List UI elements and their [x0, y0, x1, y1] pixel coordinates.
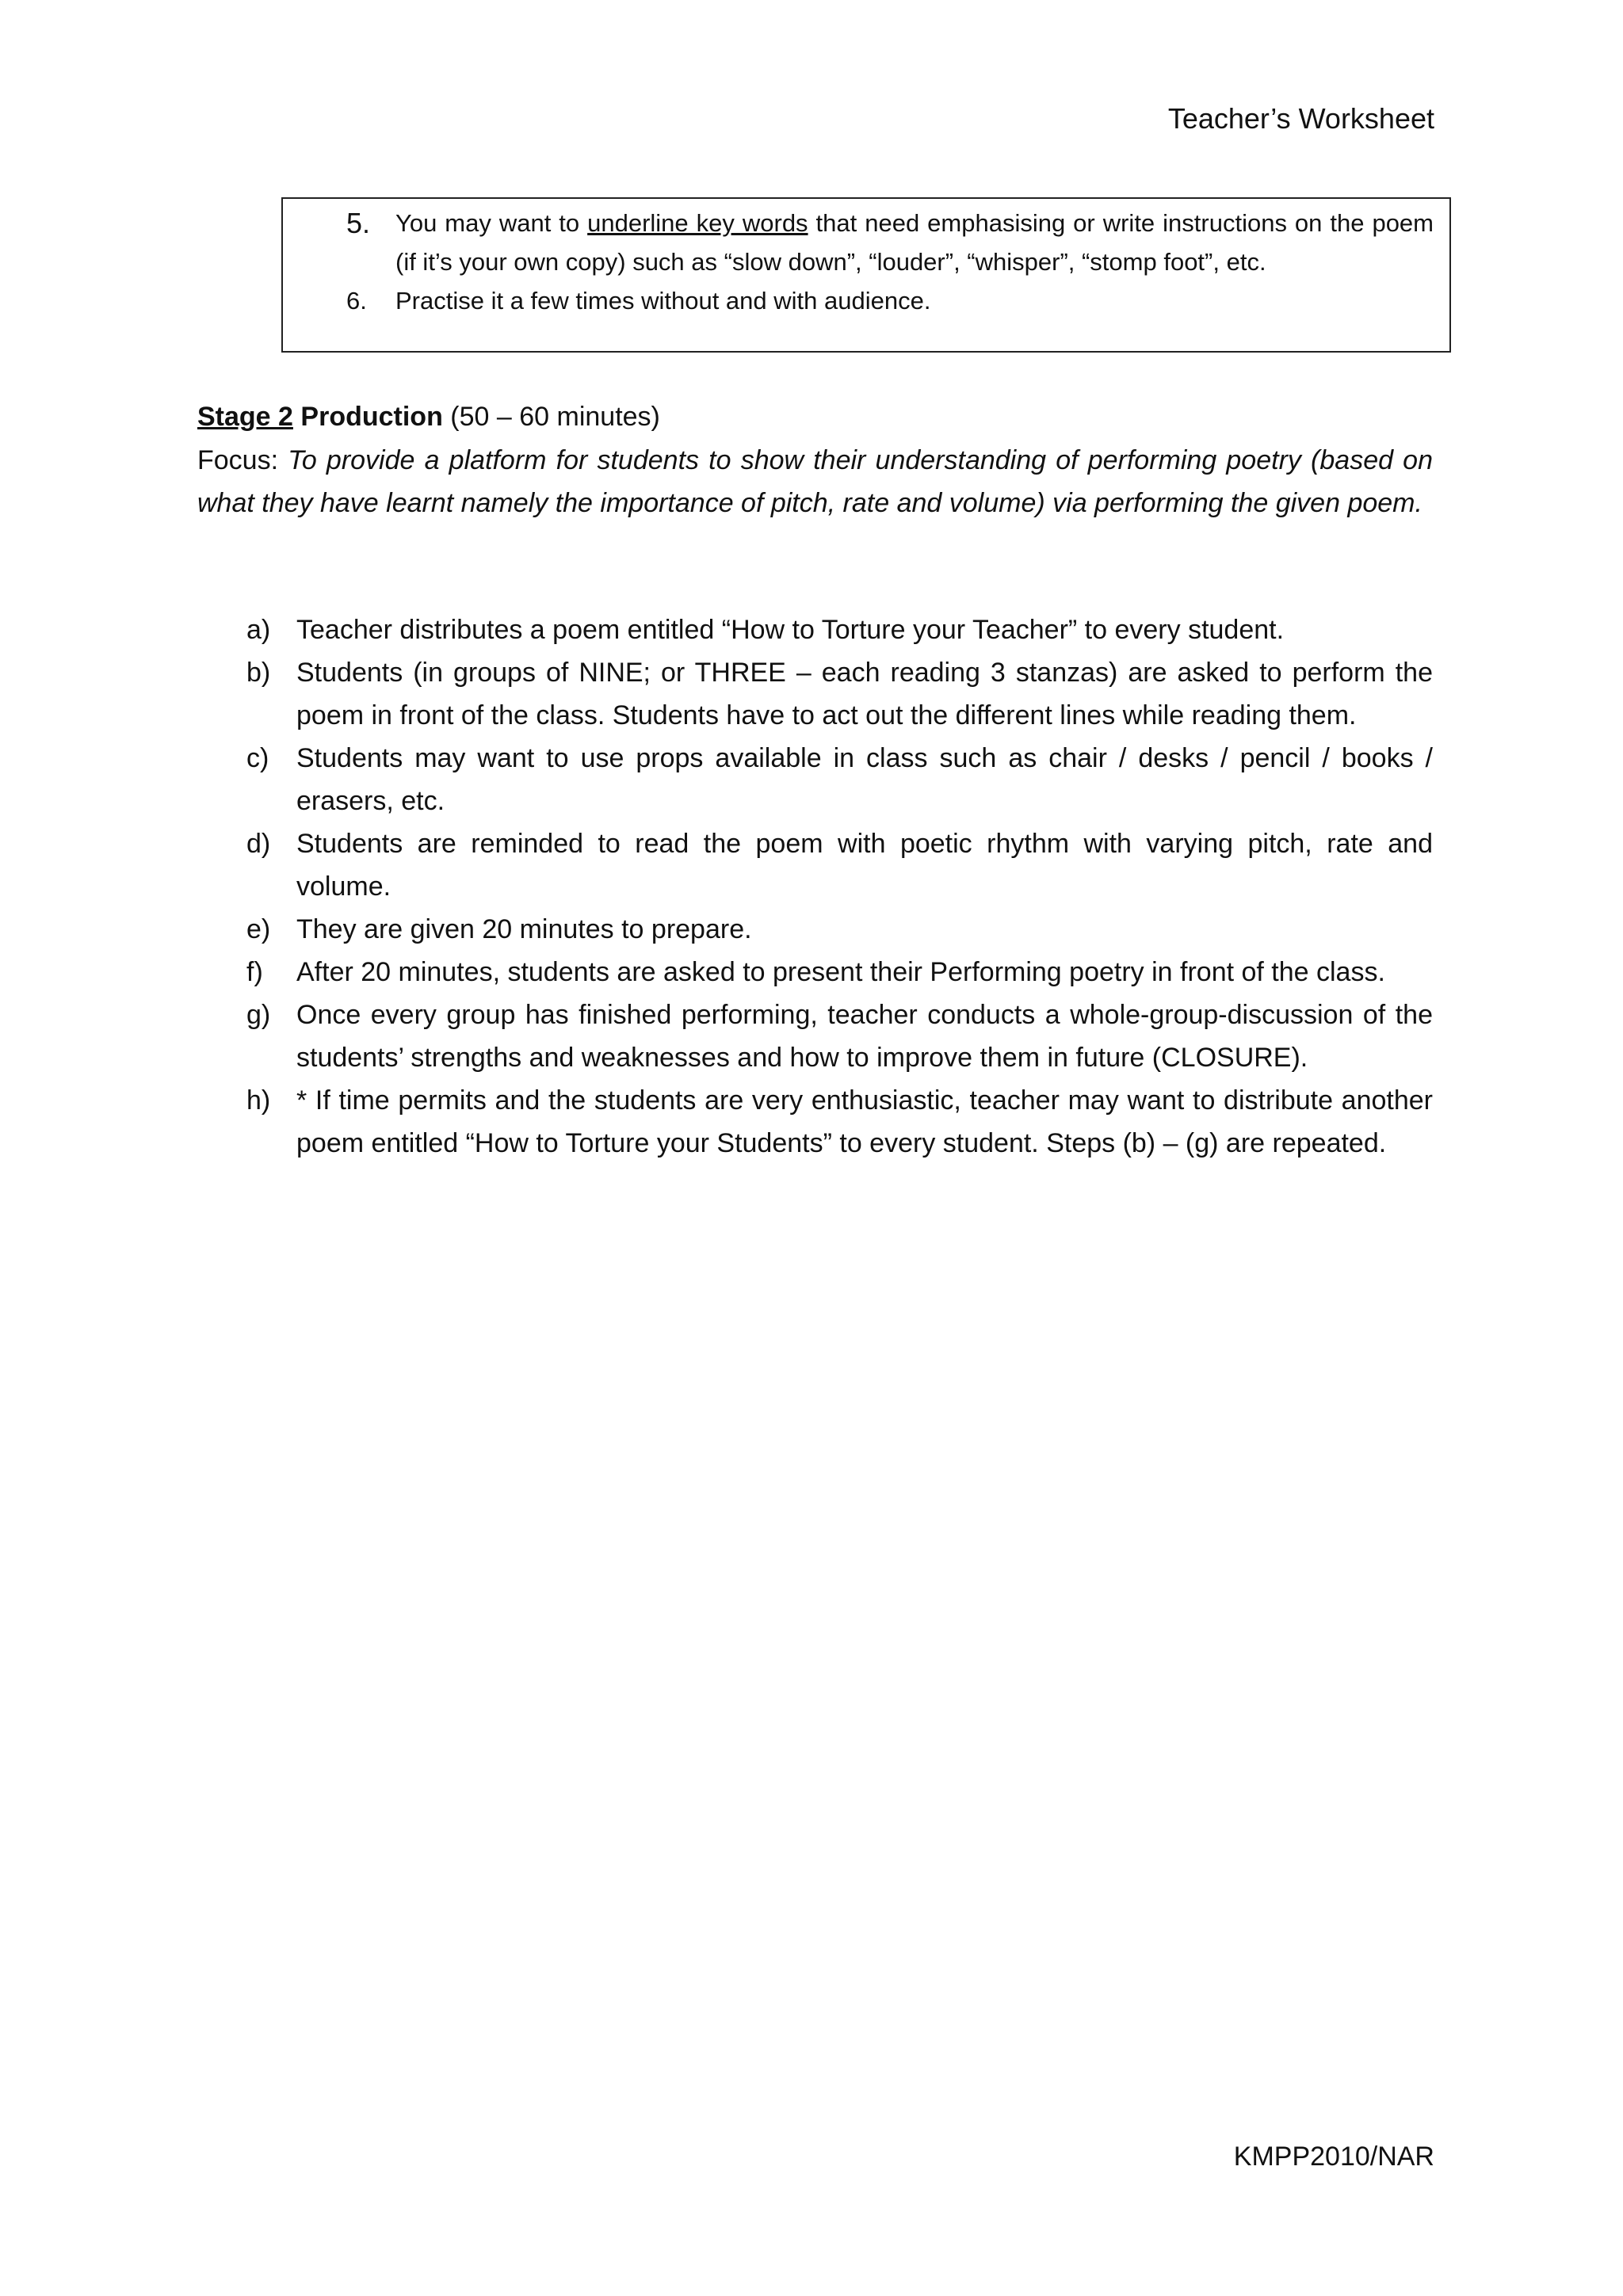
step-text: They are given 20 minutes to prepare. [296, 914, 752, 944]
list-item [197, 951, 1433, 994]
stage-title: Production [300, 402, 443, 432]
focus-text: To provide a platform for students to show their understanding of performing poetry (based on what they have learnt namely the importance of pitch, rate and volume) via performing the given poem. [197, 445, 1433, 518]
list-item [197, 608, 1433, 651]
box-item-number: 6. [346, 287, 367, 315]
step-marker: e) [246, 914, 271, 944]
step-text: * If time permits and the students are very enthusiastic, teacher may want to distribute another poem entitled “How to Torture your Students” to every student. Steps (b) – (g) are repeated. [296, 1085, 1433, 1158]
step-text: Students may want to use props available in class such as chair / desks / pencil / books / erasers, etc. [296, 743, 1433, 816]
page-header: Teacher’s Worksheet [1167, 102, 1434, 135]
step-marker: g) [246, 1000, 271, 1030]
step-text: Students are reminded to read the poem with poetic rhythm with varying pitch, rate and volume. [296, 829, 1433, 902]
box-item-number: 5. [346, 207, 371, 239]
list-item [197, 822, 1433, 908]
step-marker: c) [246, 743, 269, 773]
step-marker: h) [246, 1085, 271, 1116]
step-text: Once every group has finished performing, teacher conducts a whole-group-discussion of the students’ strengths and weaknesses and how to improve them in future (CLOSURE). [296, 1000, 1433, 1073]
focus-paragraph [197, 439, 1433, 524]
step-text: After 20 minutes, students are asked to present their Performing poetry in front of the class. [296, 957, 1385, 987]
step-marker: f) [246, 957, 263, 987]
step-marker: d) [246, 829, 271, 859]
instructions-box [281, 197, 1451, 353]
focus-label: Focus: [197, 445, 288, 475]
box-item-text: You may want to underline key words that need emphasising or write instructions on the poem (if it’s your own copy) such as “slow down”, “louder”, “whisper”, “stomp foot”, etc. [395, 209, 1434, 276]
list-item [197, 908, 1433, 951]
stage-label: Stage 2 [197, 402, 293, 432]
stage-duration: (50 – 60 minutes) [450, 402, 660, 432]
page-footer: KMPP2010/NAR [1233, 2142, 1434, 2172]
steps-list [197, 608, 1433, 1165]
box-item-text: Practise it a few times without and with audience. [395, 287, 931, 315]
step-marker: a) [246, 615, 271, 645]
step-text: Students (in groups of NINE; or THREE – each reading 3 stanzas) are asked to perform the poem in front of the class. Students have to act out the different lines while reading them. [296, 658, 1433, 730]
underlined-key-words: underline key words [587, 209, 808, 237]
list-item [197, 651, 1433, 737]
stage-heading [197, 399, 660, 434]
step-marker: b) [246, 658, 271, 688]
list-item [197, 994, 1433, 1079]
step-text: Teacher distributes a poem entitled “How to Torture your Teacher” to every student. [296, 615, 1285, 645]
list-item [197, 737, 1433, 822]
list-item [197, 1079, 1433, 1165]
